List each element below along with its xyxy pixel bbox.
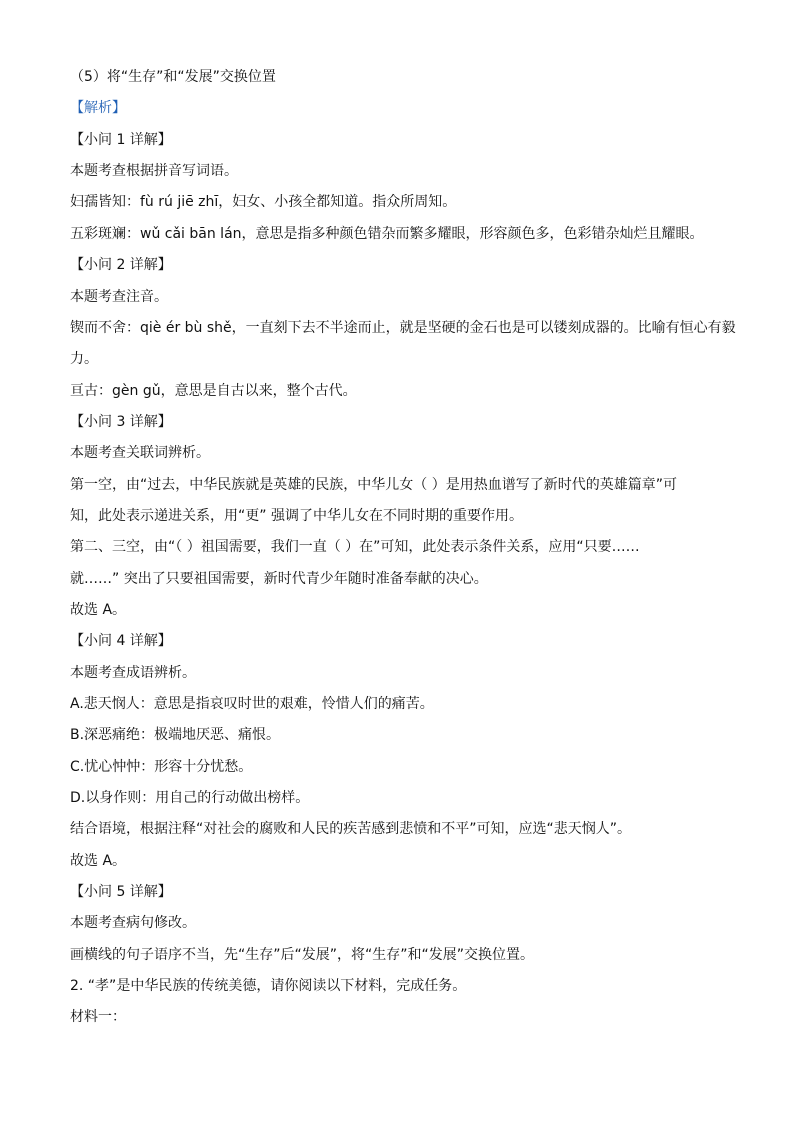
context-conclusion-line: 结合语境，根据注释“对社会的腐败和人民的疾苦感到悲愤和不平”可知，应选“悲天悯人”。 — [70, 821, 632, 837]
subquestion-4-topic: 本题考查成语辨析。 — [70, 665, 196, 681]
subquestion-5-heading: 【小问 5 详解】 — [70, 884, 172, 900]
material-one-label: 材料一： — [70, 1009, 126, 1025]
subquestion-2-topic: 本题考查注音。 — [70, 289, 168, 305]
question-2-stem: 2. “孝”是中华民族的传统美德，请你阅读以下材料，完成任务。 — [70, 978, 467, 994]
idiom-qieerbushe-line: 锲而不舍：qiè ér bù shě，一直刻下去不半途而止，就是坚硬的金石也是可以镂刻成器的。比喻有恒心有毅 — [70, 320, 736, 336]
blank-1-explanation: 第一空，由“过去，中华民族就是英雄的民族，中华儿女（ ）是用热血谱写了新时代的英雄篇章”可 — [70, 477, 677, 493]
subquestion-1-topic: 本题考查根据拼音写词语。 — [70, 163, 238, 179]
analysis-heading: 【解析】 — [70, 100, 126, 116]
blank-1-explanation-cont: 知，此处表示递进关系，用“更” 强调了中华儿女在不同时期的重要作用。 — [70, 508, 523, 524]
idiom-qieerbushe-line-cont: 力。 — [70, 351, 98, 367]
subquestion-3-topic: 本题考查关联词辨析。 — [70, 445, 210, 461]
option-c-line: C.忧心忡忡：形容十分忧愁。 — [70, 759, 253, 775]
answer-5-line: （5）将“生存”和“发展”交换位置 — [70, 69, 276, 85]
subquestion-1-heading: 【小问 1 详解】 — [70, 132, 172, 148]
blank-2-3-explanation-cont: 就……” 突出了只要祖国需要，新时代青少年随时准备奉献的决心。 — [70, 571, 488, 587]
subquestion-2-heading: 【小问 2 详解】 — [70, 257, 172, 273]
idiom-furujiezhi-line: 妇孺皆知：fù rú jiē zhī，妇女、小孩全都知道。指众所周知。 — [70, 194, 457, 210]
idiom-wucaibanlan-line: 五彩斑斓：wǔ cǎi bān lán，意思是指多种颜色错杂而繁多耀眼，形容颜色多，色彩错杂灿烂且耀眼。 — [70, 226, 704, 242]
option-a-line: A.悲天悯人：意思是指哀叹时世的艰难，怜惜人们的痛苦。 — [70, 696, 434, 712]
subquestion-5-topic: 本题考查病句修改。 — [70, 915, 196, 931]
option-b-line: B.深恶痛绝：极端地厌恶、痛恨。 — [70, 727, 281, 743]
subquestion-4-heading: 【小问 4 详解】 — [70, 633, 172, 649]
word-gengu-line: 亘古：gèn gǔ，意思是自古以来，整个古代。 — [70, 383, 357, 399]
subquestion-5-explanation: 画横线的句子语序不当，先“生存”后“发展”，将“生存”和“发展”交换位置。 — [70, 947, 535, 963]
subquestion-4-answer: 故选 A。 — [70, 853, 127, 869]
subquestion-3-heading: 【小问 3 详解】 — [70, 414, 172, 430]
blank-2-3-explanation: 第二、三空，由“（ ）祖国需要，我们一直（ ）在”可知，此处表示条件关系，应用“只要…… — [70, 539, 640, 555]
option-d-line: D.以身作则：用自己的行动做出榜样。 — [70, 790, 310, 806]
subquestion-3-answer: 故选 A。 — [70, 602, 127, 618]
